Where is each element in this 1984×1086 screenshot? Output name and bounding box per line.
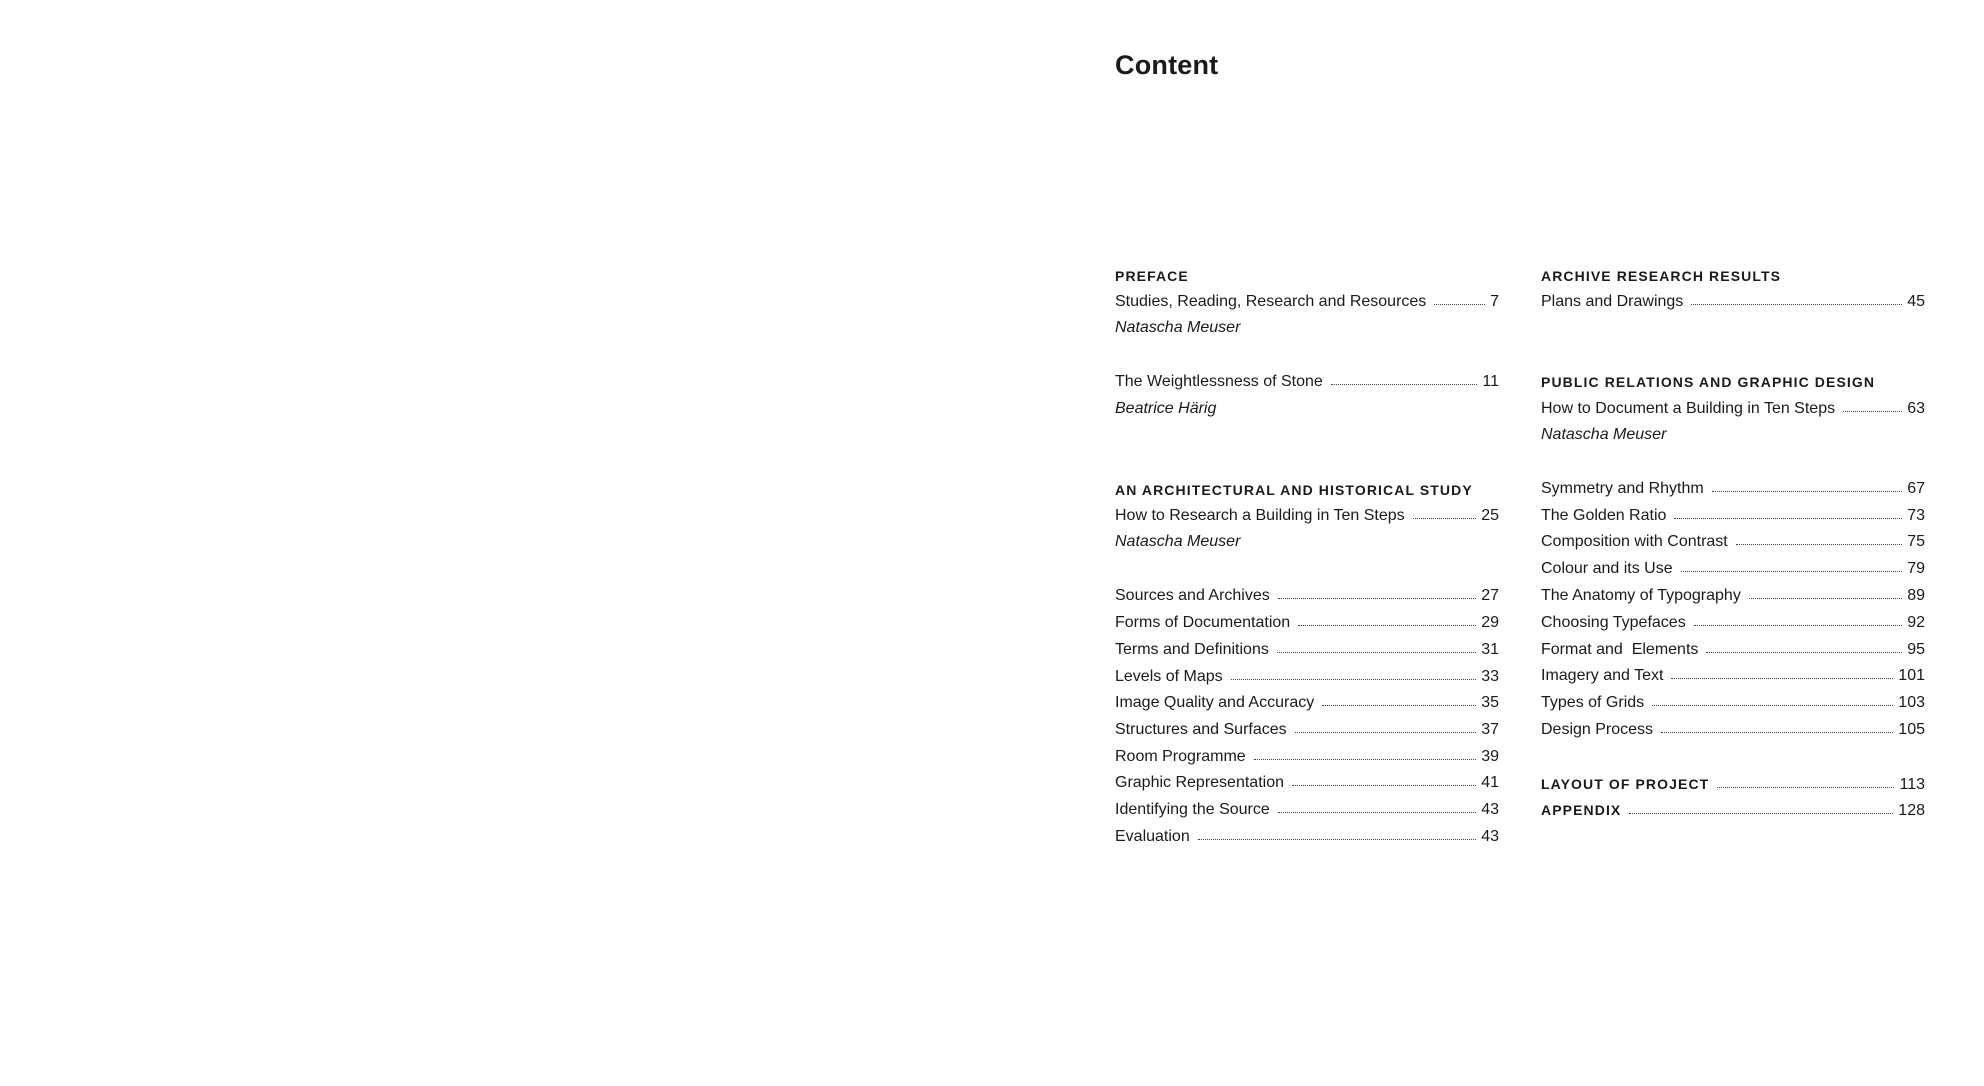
- toc-entry[interactable]: [1115, 744, 1499, 770]
- section-heading-pr: PUBLIC RELATIONS AND GRAPHIC DESIGN: [1541, 374, 1876, 390]
- toc-entry-title: The Anatomy of Typography: [1541, 587, 1741, 604]
- toc-entry-page: 37: [1481, 721, 1499, 738]
- toc-entry[interactable]: [1541, 396, 1925, 422]
- toc-entry-page: 73: [1907, 507, 1925, 524]
- toc-entry-page: 113: [1899, 776, 1925, 793]
- toc-entry[interactable]: [1541, 556, 1925, 582]
- toc-entry-page: 67: [1907, 480, 1925, 497]
- toc-entry-title: APPENDIX: [1541, 802, 1622, 818]
- toc-entry-title: Types of Grids: [1541, 694, 1645, 711]
- toc-entry-page: 45: [1907, 293, 1925, 310]
- dot-leader: [1629, 813, 1893, 814]
- toc-entry[interactable]: [1541, 476, 1925, 502]
- toc-entry[interactable]: [1541, 610, 1925, 636]
- toc-entry-page: 29: [1481, 614, 1499, 631]
- toc-entry[interactable]: [1115, 717, 1499, 743]
- dot-leader: [1681, 571, 1903, 572]
- toc-entry-page: 35: [1481, 694, 1499, 711]
- toc-entry[interactable]: [1541, 663, 1925, 689]
- toc-entry-title: How to Document a Building in Ten Steps: [1541, 400, 1836, 417]
- toc-entry[interactable]: [1115, 797, 1499, 823]
- dot-leader: [1231, 679, 1477, 680]
- toc-entry-title: Structures and Surfaces: [1115, 721, 1287, 738]
- section-heading-archive: ARCHIVE RESEARCH RESULTS: [1541, 268, 1782, 284]
- dot-leader: [1843, 411, 1902, 412]
- dot-leader: [1278, 812, 1476, 813]
- toc-entry-title: Terms and Definitions: [1115, 641, 1269, 658]
- dot-leader: [1712, 491, 1902, 492]
- toc-entry[interactable]: [1115, 289, 1499, 315]
- dot-leader: [1736, 544, 1902, 545]
- toc-entry-title: Sources and Archives: [1115, 587, 1270, 604]
- toc-entry[interactable]: [1115, 610, 1499, 636]
- toc-entry-title: Format and Elements: [1541, 641, 1699, 658]
- toc-entry[interactable]: [1541, 503, 1925, 529]
- dot-leader: [1661, 732, 1893, 733]
- toc-entry-author: Natascha Meuser: [1115, 319, 1241, 336]
- toc-entry-page: 89: [1907, 587, 1925, 604]
- toc-entry-page: 31: [1481, 641, 1499, 658]
- toc-entry[interactable]: [1541, 690, 1925, 716]
- dot-leader: [1434, 304, 1485, 305]
- toc-entry-page: 75: [1907, 533, 1925, 550]
- toc-entry-page: 41: [1481, 774, 1499, 791]
- toc-entry[interactable]: [1115, 637, 1499, 663]
- dot-leader: [1671, 678, 1893, 679]
- toc-entry[interactable]: [1541, 289, 1925, 315]
- dot-leader: [1691, 304, 1902, 305]
- toc-entry-page: 92: [1907, 614, 1925, 631]
- toc-entry-page: 63: [1907, 400, 1925, 417]
- toc-entry-title: Choosing Typefaces: [1541, 614, 1686, 631]
- toc-entry-title: Graphic Representation: [1115, 774, 1284, 791]
- dot-leader: [1295, 732, 1477, 733]
- toc-entry-appendix[interactable]: [1541, 797, 1925, 823]
- toc-entry-author: Natascha Meuser: [1541, 426, 1667, 443]
- toc-entry[interactable]: [1115, 369, 1499, 395]
- toc-entry-title: How to Research a Building in Ten Steps: [1115, 507, 1405, 524]
- toc-entry-page: 128: [1898, 802, 1925, 819]
- toc-entry-title: Identifying the Source: [1115, 801, 1270, 818]
- dot-leader: [1717, 787, 1894, 788]
- toc-entry[interactable]: [1541, 583, 1925, 609]
- toc-entry-title: Image Quality and Accuracy: [1115, 694, 1315, 711]
- toc-entry-title: The Weightlessness of Stone: [1115, 373, 1323, 390]
- toc-entry-title: Room Programme: [1115, 748, 1246, 765]
- toc-entry-page: 79: [1907, 560, 1925, 577]
- dot-leader: [1277, 652, 1476, 653]
- dot-leader: [1694, 625, 1903, 626]
- toc-entry-title: Imagery and Text: [1541, 667, 1664, 684]
- page-title: Content: [1115, 50, 1219, 80]
- dot-leader: [1198, 839, 1476, 840]
- toc-entry-page: 25: [1481, 507, 1499, 524]
- toc-entry-title: Studies, Reading, Research and Resources: [1115, 293, 1427, 310]
- dot-leader: [1706, 652, 1902, 653]
- toc-entry[interactable]: [1115, 770, 1499, 796]
- toc-entry[interactable]: [1115, 664, 1499, 690]
- toc-entry-title: Design Process: [1541, 721, 1654, 738]
- toc-entry-page: 39: [1481, 748, 1499, 765]
- section-heading-study: AN ARCHITECTURAL AND HISTORICAL STUDY: [1115, 482, 1473, 498]
- toc-entry-page: 11: [1482, 373, 1499, 390]
- toc-entry[interactable]: [1115, 824, 1499, 850]
- dot-leader: [1322, 705, 1476, 706]
- dot-leader: [1331, 384, 1478, 385]
- toc-entry-title: Evaluation: [1115, 828, 1190, 845]
- toc-entry-layout-of-project[interactable]: [1541, 771, 1925, 797]
- toc-entry-page: 101: [1898, 667, 1925, 684]
- dot-leader: [1652, 705, 1893, 706]
- toc-entry[interactable]: [1115, 503, 1499, 529]
- dot-leader: [1413, 518, 1477, 519]
- toc-entry-title: Colour and its Use: [1541, 560, 1673, 577]
- toc-entry-page: 43: [1481, 801, 1499, 818]
- toc-entry-title: Forms of Documentation: [1115, 614, 1291, 631]
- toc-entry-page: 43: [1481, 828, 1499, 845]
- toc-entry-page: 95: [1907, 641, 1925, 658]
- toc-entry-author: Beatrice Härig: [1115, 400, 1217, 417]
- toc-entry[interactable]: [1541, 637, 1925, 663]
- dot-leader: [1749, 598, 1902, 599]
- section-heading-preface: PREFACE: [1115, 268, 1189, 284]
- dot-leader: [1674, 518, 1902, 519]
- toc-entry-page: 33: [1481, 668, 1499, 685]
- toc-entry-author: Natascha Meuser: [1115, 533, 1241, 550]
- toc-entry[interactable]: [1115, 690, 1499, 716]
- dot-leader: [1254, 759, 1477, 760]
- toc-entry-page: 7: [1490, 293, 1499, 310]
- dot-leader: [1298, 625, 1476, 626]
- toc-entry-title: LAYOUT OF PROJECT: [1541, 776, 1710, 792]
- toc-entry-title: The Golden Ratio: [1541, 507, 1667, 524]
- toc-entry[interactable]: [1541, 529, 1925, 555]
- dot-leader: [1278, 598, 1476, 599]
- toc-entry[interactable]: [1115, 583, 1499, 609]
- toc-entry[interactable]: [1541, 717, 1925, 743]
- toc-entry-title: Symmetry and Rhythm: [1541, 480, 1704, 497]
- toc-entry-title: Plans and Drawings: [1541, 293, 1684, 310]
- dot-leader: [1292, 785, 1476, 786]
- toc-entry-title: Levels of Maps: [1115, 668, 1223, 685]
- toc-entry-page: 27: [1481, 587, 1499, 604]
- toc-entry-page: 105: [1898, 721, 1925, 738]
- toc-entry-title: Composition with Contrast: [1541, 533, 1728, 550]
- toc-entry-page: 103: [1898, 694, 1925, 711]
